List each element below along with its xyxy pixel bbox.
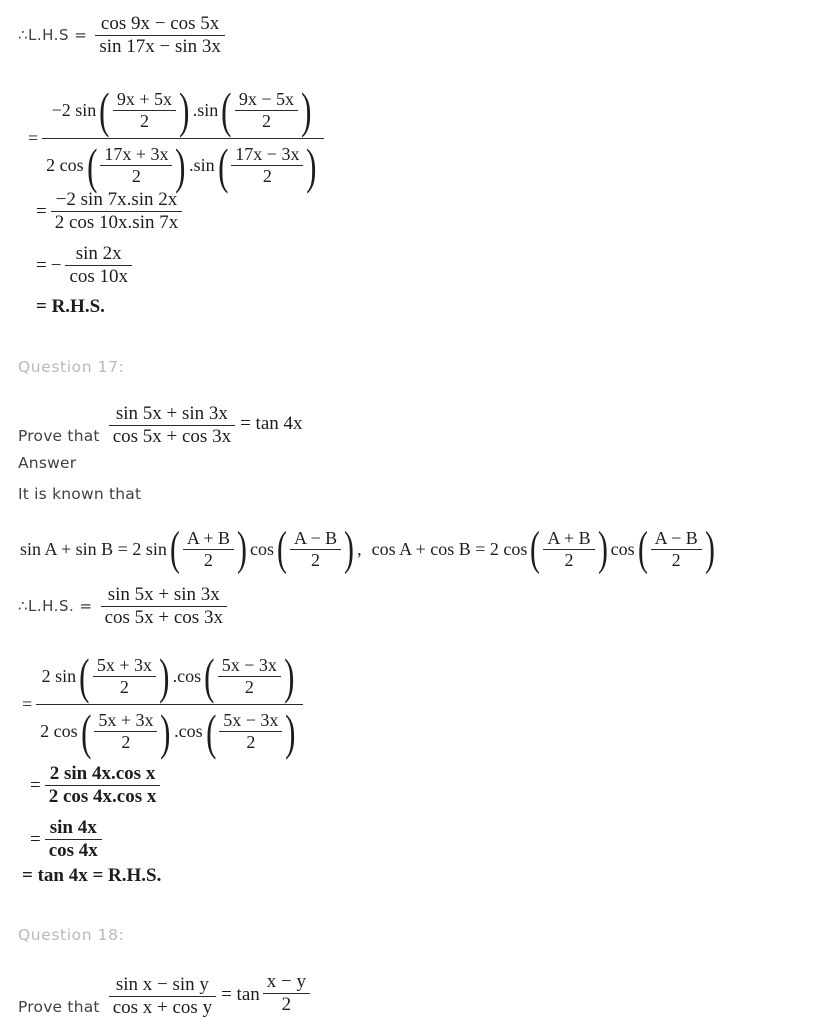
- right-paren-icon: ): [285, 703, 296, 760]
- question17-statement-denominator: cos 5x + cos 3x: [112, 425, 232, 447]
- question17-step1-den-frac1-numerator: 5x + 3x: [94, 711, 157, 732]
- q16-step1-den-paren2: [215, 137, 320, 194]
- question17-step1-num-frac2-denominator: 2: [244, 676, 254, 697]
- right-paren-icon: ): [179, 82, 190, 138]
- question17-step2-numerator: 2 sin 4x.cos x: [45, 764, 161, 786]
- q16-step1-equals: =: [28, 128, 39, 148]
- left-paren-icon: (: [204, 648, 215, 704]
- q16-step1-den-paren1: [84, 137, 189, 194]
- question17-step2-fraction: [45, 764, 161, 807]
- question17-step1-den-lead: 2 cos: [40, 721, 78, 742]
- identity-left-frac2-numerator: A − B: [290, 529, 341, 550]
- identity-right-lead: cos A + cos B = 2 cos: [371, 539, 528, 559]
- right-paren-icon: ): [160, 703, 171, 760]
- identity-separator: ,: [357, 539, 362, 559]
- left-paren-icon: (: [99, 82, 110, 138]
- right-paren-icon: ): [301, 82, 312, 138]
- question18-statement-rhs-denominator: 2: [281, 993, 292, 1015]
- question17-identity: [20, 522, 718, 575]
- question17-step1-num-frac1-denominator: 2: [119, 676, 129, 697]
- identity-left-mid: cos: [249, 539, 274, 559]
- question17-step1-num-frac2: [218, 656, 281, 697]
- q16-lhs-numerator: cos 9x − cos 5x: [95, 14, 225, 36]
- q16-step2-equals: =: [36, 200, 47, 222]
- q16-step1-num-mid: .sin: [192, 99, 219, 120]
- question17-step1-denominator: [36, 705, 303, 759]
- right-paren-icon: ): [175, 137, 186, 194]
- question17-statement-fraction: [109, 404, 235, 447]
- identity-left-frac1-numerator: A + B: [183, 529, 234, 550]
- q16-step1-num-paren2: [218, 84, 314, 137]
- left-paren-icon: (: [221, 82, 232, 138]
- right-paren-icon: ): [159, 648, 170, 704]
- question18-prove-line: [18, 972, 310, 1018]
- identity-left-lead: sin A + sin B = 2 sin: [20, 539, 167, 559]
- question17-lhs-numerator: sin 5x + sin 3x: [101, 585, 227, 607]
- question18-statement-numerator: sin x − sin y: [109, 975, 216, 997]
- identity-left-frac1: [183, 529, 234, 570]
- q16-step3-sign: −: [50, 254, 62, 276]
- q16-step1-num-lead: −2 sin: [51, 99, 97, 120]
- identity-left-paren2: [274, 522, 357, 575]
- question17-step3-denominator: cos 4x: [48, 839, 98, 861]
- question18-statement-denominator: cos x + cos y: [112, 996, 213, 1018]
- right-paren-icon: ): [237, 522, 247, 575]
- question17-step2: [30, 764, 160, 807]
- q16-step1-den-frac1-numerator: 17x + 3x: [100, 145, 172, 166]
- left-paren-icon: (: [80, 703, 92, 760]
- right-paren-icon: ): [597, 522, 608, 575]
- identity-right-mid: cos: [610, 539, 635, 559]
- q16-step1: [28, 84, 324, 192]
- identity-left-frac2: [290, 529, 341, 570]
- question17-step1-den-frac2-denominator: 2: [246, 732, 256, 753]
- q16-step1-denominator: [42, 139, 324, 193]
- q16-step2-fraction: [51, 190, 183, 233]
- question17-step1-den-paren2: [203, 703, 299, 760]
- q16-step1-num-frac1-denominator: 2: [139, 110, 149, 131]
- question17-step1-den-frac1-denominator: 2: [121, 732, 131, 753]
- question17-step1-den-frac1: [94, 711, 157, 752]
- question17-lhs-line: [18, 585, 227, 628]
- question17-step3-numerator: sin 4x: [45, 818, 102, 840]
- question17-step1-num-frac2-numerator: 5x − 3x: [218, 656, 281, 677]
- question17-step4: = tan 4x = R.H.S.: [22, 865, 162, 886]
- q16-step1-den-frac1: [100, 145, 172, 186]
- q16-step3-numerator: sin 2x: [65, 244, 132, 266]
- question17-prove-label: Prove that: [18, 426, 100, 445]
- q16-step1-den-frac2-denominator: 2: [262, 166, 272, 187]
- q16-lhs-fraction: [95, 14, 225, 57]
- right-paren-icon: ): [344, 522, 355, 575]
- question17-step1-den-paren1: [78, 703, 174, 760]
- identity-left-frac2-denominator: 2: [311, 549, 321, 570]
- question18-statement-fraction: [109, 975, 216, 1018]
- q16-step4: = R.H.S.: [36, 296, 105, 317]
- question17-step1-num-frac1-numerator: 5x + 3x: [93, 656, 156, 677]
- left-paren-icon: (: [217, 137, 229, 194]
- left-paren-icon: (: [79, 648, 90, 704]
- question17-heading: Question 17:: [18, 358, 125, 376]
- question17-known-label: It is known that: [18, 485, 142, 503]
- question17-statement-rhs: = tan 4x: [240, 412, 303, 434]
- question18-prove-label: Prove that: [18, 997, 100, 1016]
- q16-step3: [36, 244, 132, 287]
- question18-statement-rhs-fraction: [263, 972, 310, 1015]
- left-paren-icon: (: [637, 522, 648, 575]
- question17-step1-den-frac2-numerator: 5x − 3x: [219, 711, 282, 732]
- identity-right-frac2: [651, 529, 702, 570]
- q16-step3-denominator: cos 10x: [69, 265, 129, 287]
- identity-right-paren1: [527, 522, 610, 575]
- q16-step1-den-frac1-denominator: 2: [131, 166, 141, 187]
- q16-step1-numerator: [42, 84, 324, 139]
- question17-answer-label: Answer: [18, 454, 77, 472]
- q16-step1-num-frac2-denominator: 2: [261, 110, 271, 131]
- question17-lhs-fraction: [101, 585, 227, 628]
- question17-step1-num-paren1: [76, 650, 172, 703]
- identity-right-frac2-denominator: 2: [671, 549, 681, 570]
- question17-step3: [30, 818, 102, 861]
- question17-step3-fraction: [45, 818, 102, 861]
- q16-step1-den-frac2: [231, 145, 303, 186]
- question17-step1-num-mid: .cos: [172, 665, 202, 686]
- question17-step3-equals: =: [30, 828, 41, 850]
- q16-step2-denominator: 2 cos 10x.sin 7x: [54, 211, 179, 233]
- question17-step1-num-paren2: [201, 650, 297, 703]
- question17-lhs-denominator: cos 5x + cos 3x: [104, 606, 223, 628]
- identity-left-frac1-denominator: 2: [203, 549, 213, 570]
- left-paren-icon: (: [277, 522, 287, 575]
- q16-step3-equals: =: [36, 254, 47, 276]
- question18-statement-rhs-numerator: x − y: [263, 972, 310, 994]
- left-paren-icon: (: [169, 522, 180, 575]
- q16-step1-fraction: [42, 84, 324, 192]
- question17-prove-line: [18, 404, 303, 447]
- right-paren-icon: ): [284, 648, 295, 704]
- question17-step1-den-mid: .cos: [174, 721, 203, 742]
- question17-lhs-label: ∴L.H.S. =: [18, 597, 93, 616]
- q16-lhs-line: [18, 14, 225, 57]
- left-paren-icon: (: [530, 522, 541, 575]
- left-paren-icon: (: [205, 703, 217, 760]
- question17-step2-denominator: 2 cos 4x.cos x: [48, 785, 157, 807]
- question18-statement-equals: = tan: [221, 983, 260, 1005]
- identity-right-frac1-numerator: A + B: [543, 529, 594, 550]
- q16-step1-den-frac2-numerator: 17x − 3x: [231, 145, 303, 166]
- question17-step1-den-frac2: [219, 711, 282, 752]
- q16-step1-den-mid: .sin: [189, 155, 215, 176]
- q16-step1-num-frac1: [113, 90, 176, 131]
- q16-step1-num-frac2-numerator: 9x − 5x: [235, 90, 298, 111]
- question17-step1-fraction: [36, 650, 303, 758]
- question17-step1: [22, 650, 303, 758]
- q16-step1-num-frac1-numerator: 9x + 5x: [113, 90, 176, 111]
- identity-right-frac1: [543, 529, 594, 570]
- q16-step2-numerator: −2 sin 7x.sin 2x: [51, 190, 183, 212]
- q16-step1-den-lead: 2 cos: [46, 155, 84, 176]
- q16-step2: [36, 190, 182, 233]
- q16-lhs-label: ∴L.H.S =: [18, 26, 88, 45]
- identity-left-paren1: [167, 522, 250, 575]
- right-paren-icon: ): [704, 522, 715, 575]
- identity-right-frac2-numerator: A − B: [651, 529, 702, 550]
- q16-step1-num-frac2: [235, 90, 298, 131]
- question17-step1-num-lead: 2 sin: [41, 665, 77, 686]
- question17-step1-num-frac1: [93, 656, 156, 697]
- question17-step1-equals: =: [22, 694, 33, 714]
- right-paren-icon: ): [306, 137, 317, 194]
- q16-lhs-denominator: sin 17x − sin 3x: [99, 35, 221, 57]
- identity-right-paren2: [635, 522, 718, 575]
- q16-step3-fraction: [65, 244, 132, 287]
- question17-statement-numerator: sin 5x + sin 3x: [109, 404, 235, 426]
- question17-step2-equals: =: [30, 774, 41, 796]
- q16-step1-num-paren1: [96, 84, 192, 137]
- identity-right-frac1-denominator: 2: [564, 549, 574, 570]
- question18-heading: Question 18:: [18, 926, 125, 944]
- left-paren-icon: (: [86, 137, 98, 194]
- question17-step1-numerator: [36, 650, 303, 705]
